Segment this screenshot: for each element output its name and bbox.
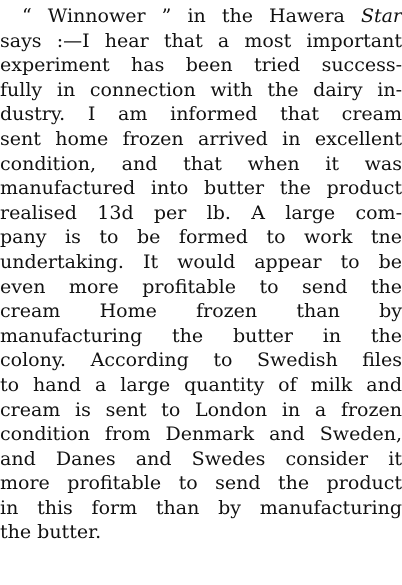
article-line: to hand a large quantity of milk and xyxy=(0,373,402,396)
article-line: and Danes and Swedes consider it xyxy=(0,447,402,470)
article-line-1 xyxy=(0,4,402,29)
article-line: fully in connection with the dairy in- xyxy=(0,78,402,101)
article-line: in this form than by manufacturing xyxy=(0,496,402,519)
article-line: experiment has been tried success- xyxy=(0,54,402,77)
article-line: manufacturing the butter in the xyxy=(0,324,402,347)
newspaper-name: Star xyxy=(360,5,402,27)
article-line: undertaking. It would appear to be xyxy=(0,250,402,273)
article-line: says :—I hear that a most important xyxy=(0,29,402,52)
article-line: cream Home frozen than by xyxy=(0,300,402,323)
line-1-text: “ Winnower ” in the Hawera xyxy=(22,5,361,27)
article-line-final: the butter. xyxy=(0,521,102,544)
article-line: sent home frozen arrived in excellent xyxy=(0,127,402,150)
article-line: colony. According to Swedish files xyxy=(0,349,402,372)
article-line: condition from Denmark and Sweden, xyxy=(0,423,402,446)
article-line: condition, and that when it was xyxy=(0,152,402,175)
article-line: manufactured into butter the product xyxy=(0,177,402,200)
article-line: pany is to be formed to work tne xyxy=(0,226,402,249)
article-line: more profitable to send the product xyxy=(0,472,402,495)
article-line: even more profitable to send the xyxy=(0,275,402,298)
article-line: dustry. I am informed that cream xyxy=(0,103,402,126)
article-line: cream is sent to London in a frozen xyxy=(0,398,402,421)
article-line: realised 13d per lb. A large com- xyxy=(0,201,402,224)
